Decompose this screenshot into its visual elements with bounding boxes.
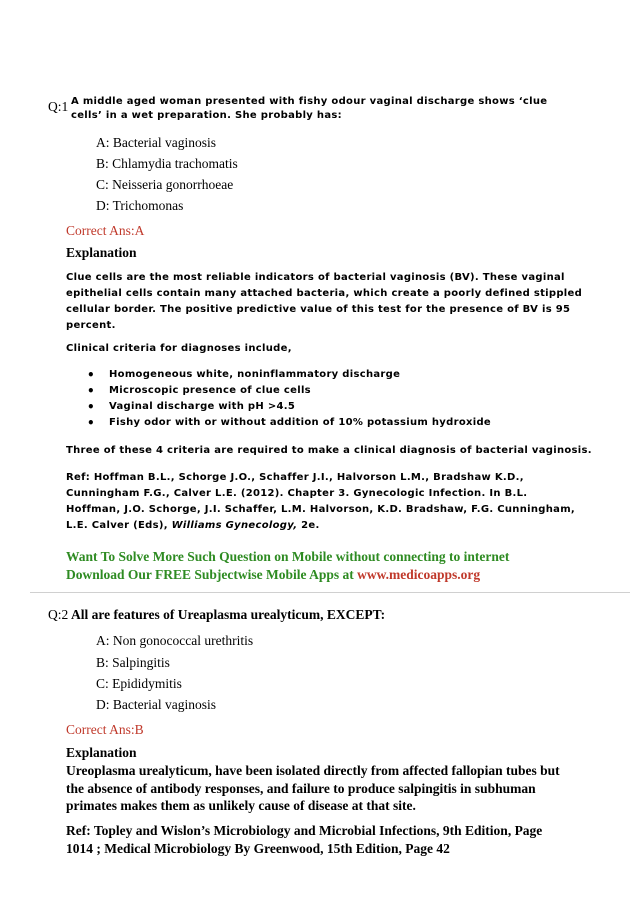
promo-line-2: Download Our FREE Subjectwise Mobile Apps at www.medicoapps.org <box>66 567 481 582</box>
q1-criteria-heading: Clinical criteria for diagnoses include, <box>66 343 292 354</box>
list-item: • Fishy odor with or without addition of 10% potassium hydroxide <box>87 415 491 431</box>
q1-explanation-heading: Explanation <box>66 245 137 260</box>
q1-explanation-text: Clue cells are the most reliable indicators of bacterial vaginosis (BV). These vaginal epithelial cells contain many attached bacteria, which create a poorly defined stippled cellular border. The positive predictive value of this test for the presence of BV is 95 percent. <box>66 272 583 331</box>
q2-explanation-text: Ureoplasma urealyticum, have been isolated directly from affected fallopian tubes but the absence of antibody responses, and failure to produce salpingitis in subhuman primates makes them as unlikely cause of disease at that site. <box>66 763 560 813</box>
q1-option-c: C: Neisseria gonorrhoeae <box>96 177 234 192</box>
question-2-text: All are features of Ureaplasma urealyticum, EXCEPT: <box>71 607 386 622</box>
q2-option-a: A: Non gonococcal urethritis <box>96 633 254 648</box>
q2-correct-answer: Correct Ans:B <box>66 722 144 737</box>
list-item: • Homogeneous white, noninflammatory discharge <box>87 367 491 383</box>
question-1-number: Q:1 <box>48 99 69 114</box>
q2-option-d: D: Bacterial vaginosis <box>96 697 216 712</box>
question-1-text: A middle aged woman presented with fishy odour vaginal discharge shows ‘clue cells’ in a wet preparation. She probably has: <box>71 96 548 121</box>
question-2-number: Q:2 <box>48 607 69 622</box>
q1-criteria-note: Three of these 4 criteria are required to make a clinical diagnosis of bacterial vaginosis. <box>66 445 592 456</box>
q2-reference: Ref: Topley and Wislon’s Microbiology and Microbial Infections, 9th Edition, Page 1014 ; Medical Microbiology By Greenwood, 15th Edition, Page 42 <box>66 823 543 856</box>
q2-option-c: C: Epididymitis <box>96 676 182 691</box>
q2-option-b: B: Salpingitis <box>96 655 170 670</box>
q1-criteria-list <box>87 367 491 431</box>
q1-option-d: D: Trichomonas <box>96 198 184 213</box>
q1-option-b: B: Chlamydia trachomatis <box>96 156 238 171</box>
q1-correct-answer: Correct Ans:A <box>66 223 145 238</box>
section-divider <box>30 592 630 593</box>
list-item: • Vaginal discharge with pH >4.5 <box>87 399 491 415</box>
q2-explanation-heading: Explanation <box>66 745 137 760</box>
q1-reference: Ref: Hoffman B.L., Schorge J.O., Schaffer J.I., Halvorson L.M., Bradshaw K.D., Cunningham F.G., Calver L.E. (2012). Chapter 3. Gynecologic Infection. In B.L. Hoffman, J.O. Schorge, J.I. Schaffer, L.M. Halvorson, K.D. Bradshaw, F.G. Cunningham, L.E. Calver (Eds), Williams Gynecology, 2e. <box>66 472 576 531</box>
promo-line-1: Want To Solve More Such Question on Mobile without connecting to internet <box>66 549 510 564</box>
list-item: • Microscopic presence of clue cells <box>87 383 491 399</box>
medicoapps-link[interactable]: www.medicoapps.org <box>357 567 481 582</box>
q1-option-a: A: Bacterial vaginosis <box>96 135 216 150</box>
